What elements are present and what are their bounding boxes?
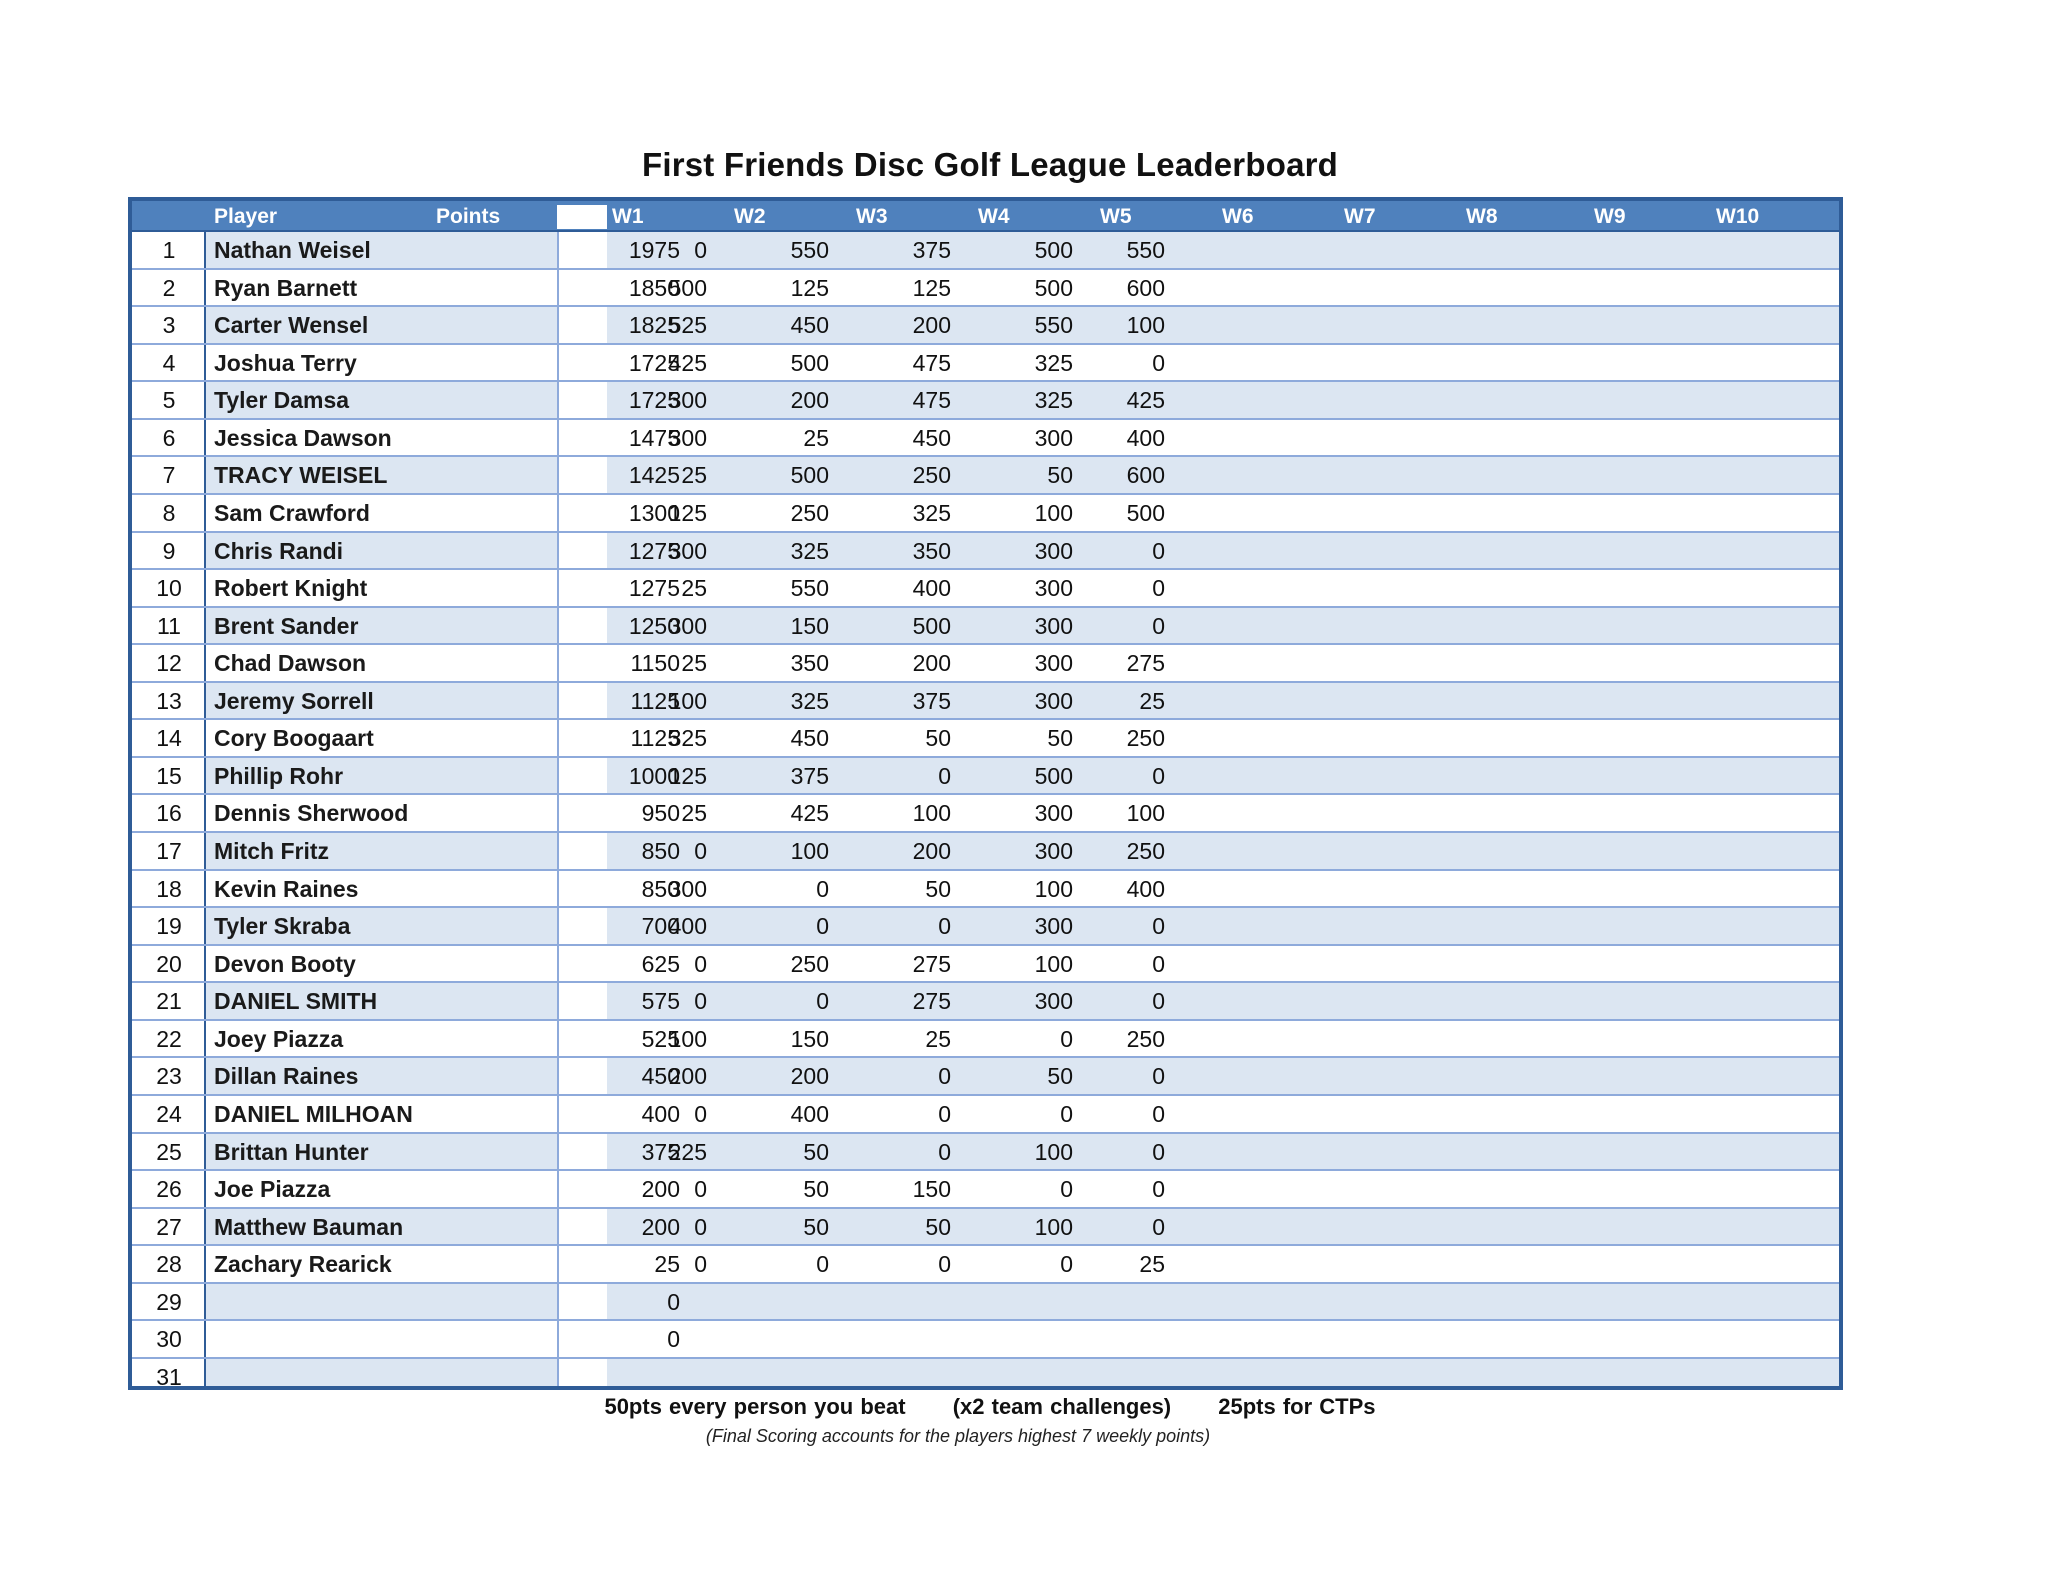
week-5-score: 400 bbox=[1126, 875, 1165, 902]
week-2-score: 150 bbox=[790, 1025, 829, 1052]
rank-cell: 17 bbox=[156, 838, 182, 864]
rank-cell: 11 bbox=[157, 612, 181, 639]
table-row bbox=[132, 570, 1839, 608]
week-3-score: 150 bbox=[912, 1176, 951, 1203]
player-name: Dennis Sherwood bbox=[214, 800, 409, 827]
week-4-score: 550 bbox=[1034, 312, 1073, 339]
scoring-rules bbox=[0, 1394, 1980, 1420]
week-1-score: 500 bbox=[668, 274, 707, 301]
week-1-score: 200 bbox=[668, 1063, 707, 1090]
table-row bbox=[132, 833, 1839, 871]
player-name: Ryan Barnett bbox=[214, 274, 358, 301]
rank-cell: 19 bbox=[156, 913, 182, 940]
points-cell: 1300 bbox=[628, 499, 680, 526]
table-row bbox=[132, 1246, 1839, 1284]
week-5-score: 0 bbox=[1152, 537, 1165, 564]
table-row bbox=[132, 270, 1839, 308]
rank-cell: 29 bbox=[156, 1288, 182, 1315]
week-2-score: 0 bbox=[816, 988, 829, 1015]
week-4-score: 300 bbox=[1034, 424, 1073, 451]
week-4-score: 300 bbox=[1034, 650, 1073, 677]
week-4-score: 300 bbox=[1034, 575, 1073, 602]
week-2-score: 125 bbox=[790, 274, 829, 301]
week-1-score: 0 bbox=[694, 838, 707, 864]
week-3-score: 0 bbox=[938, 762, 951, 789]
week-3-score: 200 bbox=[912, 312, 951, 339]
player-name: Devon Booty bbox=[214, 950, 356, 977]
points-cell: 375 bbox=[641, 1138, 680, 1165]
rank-cell: 28 bbox=[156, 1251, 182, 1278]
points-cell: 850 bbox=[641, 875, 680, 902]
points-cell: 850 bbox=[641, 838, 680, 864]
week-1-score: 300 bbox=[668, 537, 707, 564]
week-5-score: 25 bbox=[1139, 687, 1165, 714]
table-row bbox=[132, 946, 1839, 984]
week-1-score: 300 bbox=[668, 387, 707, 414]
table-row bbox=[132, 495, 1839, 533]
table-row bbox=[132, 1134, 1839, 1172]
rank-cell: 30 bbox=[156, 1326, 182, 1353]
points-cell: 525 bbox=[641, 1025, 680, 1052]
rule-ctp: 25pts for CTPs bbox=[1218, 1394, 1376, 1419]
week-2-score: 500 bbox=[790, 349, 829, 376]
rank-cell: 15 bbox=[156, 762, 182, 789]
week-2-score: 0 bbox=[816, 1251, 829, 1278]
points-cell: 1825 bbox=[628, 312, 680, 339]
player-name bbox=[214, 1359, 474, 1390]
week-2-score: 25 bbox=[803, 424, 829, 451]
week-5-score: 100 bbox=[1126, 800, 1165, 827]
week-1-score: 300 bbox=[668, 424, 707, 451]
week-3-score: 375 bbox=[912, 237, 951, 263]
table-row bbox=[132, 683, 1839, 721]
rank-cell: 16 bbox=[156, 800, 182, 827]
week-3-score: 275 bbox=[912, 950, 951, 977]
rank-cell: 22 bbox=[156, 1025, 182, 1052]
table-row bbox=[132, 1171, 1839, 1209]
table-row bbox=[132, 908, 1839, 946]
table-row bbox=[132, 983, 1839, 1021]
rule-beat: 50pts every person you beat bbox=[604, 1394, 906, 1419]
table-row bbox=[132, 1058, 1839, 1096]
week-2-score: 325 bbox=[790, 537, 829, 564]
rank-cell: 7 bbox=[162, 462, 176, 489]
player-name: DANIEL SMITH bbox=[214, 988, 378, 1015]
rank-cell: 23 bbox=[156, 1063, 182, 1090]
header-week-3: W3 bbox=[856, 205, 888, 228]
rank-cell: 5 bbox=[162, 387, 176, 414]
week-1-score: 525 bbox=[668, 312, 707, 339]
rank-cell: 1 bbox=[162, 237, 176, 263]
rank-cell: 8 bbox=[162, 499, 176, 526]
player-name: Tyler Skraba bbox=[214, 913, 351, 940]
week-3-score: 200 bbox=[912, 650, 951, 677]
week-2-score: 325 bbox=[790, 687, 829, 714]
week-1-score: 0 bbox=[694, 988, 707, 1015]
points-cell: 1475 bbox=[628, 424, 680, 451]
week-3-score: 250 bbox=[912, 462, 951, 489]
table-row bbox=[132, 1209, 1839, 1247]
week-1-score: 25 bbox=[681, 462, 707, 489]
week-3-score: 50 bbox=[925, 725, 951, 752]
week-3-score: 25 bbox=[925, 1025, 951, 1052]
table-body bbox=[132, 232, 1839, 1390]
player-name: DANIEL MILHOAN bbox=[214, 1100, 413, 1127]
table-row bbox=[132, 1284, 1839, 1322]
points-cell: 1975 bbox=[628, 237, 680, 263]
player-name: Dillan Raines bbox=[214, 1063, 359, 1090]
week-1-score: 25 bbox=[681, 575, 707, 602]
week-5-score: 0 bbox=[1152, 1213, 1165, 1240]
week-2-score: 150 bbox=[790, 612, 829, 639]
points-cell: 700 bbox=[641, 913, 680, 940]
week-3-score: 0 bbox=[938, 1138, 951, 1165]
week-3-score: 475 bbox=[912, 387, 951, 414]
table-row bbox=[132, 533, 1839, 571]
page-title: First Friends Disc Golf League Leaderboard bbox=[641, 146, 1339, 183]
player-name: Carter Wensel bbox=[214, 312, 369, 339]
week-2-score: 0 bbox=[816, 913, 829, 940]
header-week-10: W10 bbox=[1716, 205, 1760, 228]
rank-cell: 12 bbox=[156, 650, 182, 677]
week-1-score: 0 bbox=[694, 1213, 707, 1240]
scoring-note: (Final Scoring accounts for the players highest 7 weekly points) bbox=[705, 1426, 1211, 1446]
table-row bbox=[132, 1096, 1839, 1134]
week-2-score: 200 bbox=[790, 1063, 829, 1090]
week-5-score: 25 bbox=[1139, 1251, 1165, 1278]
week-3-score: 350 bbox=[912, 537, 951, 564]
week-1-score: 25 bbox=[681, 650, 707, 677]
week-5-score: 250 bbox=[1126, 838, 1165, 864]
week-4-score: 300 bbox=[1034, 612, 1073, 639]
points-cell: 1125 bbox=[630, 725, 680, 752]
rule-team: (x2 team challenges) bbox=[952, 1394, 1172, 1419]
player-name: TRACY WEISEL bbox=[214, 462, 388, 489]
week-5-score: 0 bbox=[1152, 612, 1165, 639]
rank-cell: 24 bbox=[156, 1100, 182, 1127]
table-row bbox=[132, 382, 1839, 420]
rank-cell: 13 bbox=[156, 687, 182, 714]
week-1-score: 0 bbox=[694, 237, 707, 263]
points-cell: 1725 bbox=[628, 387, 680, 414]
week-5-score: 0 bbox=[1152, 1138, 1165, 1165]
week-1-score: 100 bbox=[668, 1025, 707, 1052]
player-name bbox=[214, 1321, 474, 1356]
week-5-score: 250 bbox=[1126, 1025, 1165, 1052]
table-row bbox=[132, 457, 1839, 495]
week-3-score: 375 bbox=[912, 687, 951, 714]
week-1-score: 300 bbox=[668, 612, 707, 639]
week-4-score: 325 bbox=[1034, 349, 1073, 376]
player-name: Joe Piazza bbox=[214, 1176, 331, 1203]
week-5-score: 0 bbox=[1152, 950, 1165, 977]
week-5-score: 400 bbox=[1126, 424, 1165, 451]
player-name: Brittan Hunter bbox=[214, 1138, 369, 1165]
points-cell: 1125 bbox=[630, 687, 680, 714]
week-5-score: 0 bbox=[1152, 913, 1165, 940]
week-5-score: 0 bbox=[1152, 575, 1165, 602]
points-cell: 1150 bbox=[630, 650, 680, 677]
week-5-score: 600 bbox=[1126, 274, 1165, 301]
week-4-score: 300 bbox=[1034, 687, 1073, 714]
week-3-score: 200 bbox=[912, 838, 951, 864]
week-2-score: 550 bbox=[790, 575, 829, 602]
rank-cell: 10 bbox=[156, 575, 182, 602]
week-3-score: 50 bbox=[925, 1213, 951, 1240]
rank-cell: 18 bbox=[156, 875, 182, 902]
player-name: Cory Boogaart bbox=[214, 725, 374, 752]
week-5-score: 550 bbox=[1126, 237, 1165, 263]
week-4-score: 500 bbox=[1034, 274, 1073, 301]
player-name: Phillip Rohr bbox=[214, 762, 344, 789]
week-1-score: 300 bbox=[668, 875, 707, 902]
table-row bbox=[132, 1021, 1839, 1059]
rank-cell: 3 bbox=[162, 312, 176, 339]
header-week-1: W1 bbox=[612, 205, 644, 228]
points-cell: 1725 bbox=[628, 349, 680, 376]
week-4-score: 50 bbox=[1047, 1063, 1073, 1090]
player-name bbox=[214, 1284, 474, 1319]
week-1-score: 25 bbox=[681, 800, 707, 827]
header-points: Points bbox=[436, 205, 501, 228]
week-1-score: 425 bbox=[668, 349, 707, 376]
week-1-score: 125 bbox=[668, 762, 707, 789]
week-4-score: 50 bbox=[1047, 462, 1073, 489]
week-5-score: 0 bbox=[1152, 1063, 1165, 1090]
week-4-score: 300 bbox=[1034, 988, 1073, 1015]
header-week-5: W5 bbox=[1100, 205, 1132, 228]
player-name: Jessica Dawson bbox=[214, 424, 392, 451]
week-5-score: 425 bbox=[1126, 387, 1165, 414]
player-name: Joey Piazza bbox=[214, 1025, 344, 1052]
week-3-score: 0 bbox=[938, 913, 951, 940]
week-5-score: 0 bbox=[1152, 1176, 1165, 1203]
points-cell: 1000 bbox=[628, 762, 680, 789]
points-cell: 200 bbox=[641, 1176, 680, 1203]
week-2-score: 400 bbox=[790, 1100, 829, 1127]
rank-cell: 2 bbox=[162, 274, 176, 301]
points-cell: 200 bbox=[641, 1213, 680, 1240]
week-5-score: 0 bbox=[1152, 349, 1165, 376]
points-cell: 1425 bbox=[628, 462, 680, 489]
week-3-score: 475 bbox=[912, 349, 951, 376]
week-1-score: 325 bbox=[668, 725, 707, 752]
week-3-score: 125 bbox=[912, 274, 951, 301]
player-name: Joshua Terry bbox=[214, 349, 357, 376]
week-1-score: 225 bbox=[668, 1138, 707, 1165]
player-name: Tyler Damsa bbox=[214, 387, 350, 414]
leaderboard-table bbox=[128, 197, 1843, 1390]
week-3-score: 100 bbox=[912, 800, 951, 827]
points-cell: 450 bbox=[641, 1063, 680, 1090]
week-5-score: 275 bbox=[1126, 650, 1165, 677]
table-row bbox=[132, 758, 1839, 796]
player-name: Brent Sander bbox=[214, 612, 359, 639]
week-5-score: 0 bbox=[1152, 1100, 1165, 1127]
table-row bbox=[132, 871, 1839, 909]
week-3-score: 500 bbox=[912, 612, 951, 639]
rank-cell: 27 bbox=[156, 1213, 182, 1240]
week-4-score: 100 bbox=[1034, 875, 1073, 902]
week-4-score: 0 bbox=[1060, 1251, 1073, 1278]
table-row bbox=[132, 1321, 1839, 1359]
points-cell: 1250 bbox=[628, 612, 680, 639]
week-2-score: 375 bbox=[790, 762, 829, 789]
week-1-score: 0 bbox=[694, 950, 707, 977]
player-name: Sam Crawford bbox=[214, 499, 370, 526]
week-3-score: 400 bbox=[912, 575, 951, 602]
week-2-score: 450 bbox=[790, 312, 829, 339]
week-5-score: 500 bbox=[1126, 499, 1165, 526]
week-3-score: 0 bbox=[938, 1251, 951, 1278]
week-4-score: 300 bbox=[1034, 800, 1073, 827]
week-3-score: 0 bbox=[938, 1063, 951, 1090]
points-cell: 950 bbox=[641, 800, 680, 827]
week-2-score: 550 bbox=[790, 237, 829, 263]
points-cell: 625 bbox=[641, 950, 680, 977]
week-5-score: 0 bbox=[1152, 762, 1165, 789]
header-week-6: W6 bbox=[1222, 205, 1254, 228]
week-4-score: 500 bbox=[1034, 237, 1073, 263]
points-cell: 400 bbox=[641, 1100, 680, 1127]
week-2-score: 450 bbox=[790, 725, 829, 752]
points-cell: 0 bbox=[667, 1288, 680, 1315]
week-1-score: 100 bbox=[668, 687, 707, 714]
week-4-score: 325 bbox=[1034, 387, 1073, 414]
week-1-score: 125 bbox=[668, 499, 707, 526]
player-name: Jeremy Sorrell bbox=[214, 687, 374, 714]
table-row bbox=[132, 1359, 1839, 1390]
table-row bbox=[132, 608, 1839, 646]
player-name: Matthew Bauman bbox=[214, 1213, 404, 1240]
table-row bbox=[132, 345, 1839, 383]
header-week-4: W4 bbox=[978, 205, 1010, 228]
header-spacer bbox=[557, 205, 607, 229]
week-4-score: 300 bbox=[1034, 913, 1073, 940]
table-header bbox=[132, 201, 1839, 232]
table-row bbox=[132, 420, 1839, 458]
points-cell: 25 bbox=[654, 1251, 680, 1278]
week-2-score: 100 bbox=[790, 838, 829, 864]
week-4-score: 0 bbox=[1060, 1025, 1073, 1052]
week-2-score: 350 bbox=[790, 650, 829, 677]
player-name: Mitch Fritz bbox=[214, 838, 329, 864]
points-cell: 1275 bbox=[628, 575, 680, 602]
header-week-7: W7 bbox=[1344, 205, 1376, 228]
points-cell bbox=[472, 1359, 680, 1390]
week-5-score: 600 bbox=[1126, 462, 1165, 489]
week-1-score: 0 bbox=[694, 1100, 707, 1127]
player-name: Kevin Raines bbox=[214, 875, 359, 902]
week-4-score: 300 bbox=[1034, 838, 1073, 864]
week-2-score: 500 bbox=[790, 462, 829, 489]
rank-cell: 4 bbox=[162, 349, 176, 376]
week-4-score: 100 bbox=[1034, 499, 1073, 526]
week-2-score: 250 bbox=[790, 499, 829, 526]
header-week-9: W9 bbox=[1594, 205, 1626, 228]
week-4-score: 0 bbox=[1060, 1176, 1073, 1203]
player-name: Robert Knight bbox=[214, 575, 368, 602]
week-5-score: 250 bbox=[1126, 725, 1165, 752]
points-cell: 0 bbox=[667, 1326, 680, 1353]
player-name: Chris Randi bbox=[214, 537, 344, 564]
week-1-score: 400 bbox=[668, 913, 707, 940]
player-name: Chad Dawson bbox=[214, 650, 367, 677]
week-5-score: 0 bbox=[1152, 988, 1165, 1015]
table-row bbox=[132, 720, 1839, 758]
table-row bbox=[132, 645, 1839, 683]
table-row bbox=[132, 795, 1839, 833]
points-cell: 1275 bbox=[628, 537, 680, 564]
week-4-score: 100 bbox=[1034, 950, 1073, 977]
table-row bbox=[132, 232, 1839, 270]
week-4-score: 0 bbox=[1060, 1100, 1073, 1127]
week-3-score: 450 bbox=[912, 424, 951, 451]
week-1-score: 0 bbox=[694, 1251, 707, 1278]
week-3-score: 325 bbox=[912, 499, 951, 526]
week-4-score: 300 bbox=[1034, 537, 1073, 564]
rank-cell: 6 bbox=[162, 424, 176, 451]
rank-cell: 20 bbox=[156, 950, 182, 977]
week-2-score: 50 bbox=[803, 1213, 829, 1240]
player-name: Zachary Rearick bbox=[214, 1251, 392, 1278]
week-2-score: 50 bbox=[803, 1176, 829, 1203]
week-4-score: 100 bbox=[1034, 1138, 1073, 1165]
week-1-score: 0 bbox=[694, 1176, 707, 1203]
points-cell: 1850 bbox=[628, 274, 680, 301]
week-2-score: 200 bbox=[790, 387, 829, 414]
week-4-score: 500 bbox=[1034, 762, 1073, 789]
header-player: Player bbox=[214, 205, 278, 228]
rank-cell: 26 bbox=[156, 1176, 182, 1203]
week-2-score: 50 bbox=[803, 1138, 829, 1165]
rank-cell: 21 bbox=[156, 988, 182, 1015]
week-3-score: 275 bbox=[912, 988, 951, 1015]
rank-cell: 31 bbox=[156, 1363, 182, 1390]
week-3-score: 50 bbox=[925, 875, 951, 902]
week-2-score: 425 bbox=[790, 800, 829, 827]
table-row bbox=[132, 307, 1839, 345]
rank-cell: 14 bbox=[156, 725, 182, 752]
rank-cell: 25 bbox=[156, 1138, 182, 1165]
header-week-2: W2 bbox=[734, 205, 766, 228]
week-2-score: 250 bbox=[790, 950, 829, 977]
player-name: Nathan Weisel bbox=[214, 237, 371, 263]
week-2-score: 0 bbox=[816, 875, 829, 902]
header-week-8: W8 bbox=[1466, 205, 1498, 228]
week-3-score: 0 bbox=[938, 1100, 951, 1127]
week-4-score: 50 bbox=[1047, 725, 1073, 752]
week-5-score: 100 bbox=[1126, 312, 1165, 339]
week-4-score: 100 bbox=[1034, 1213, 1073, 1240]
rank-cell: 9 bbox=[162, 537, 176, 564]
points-cell: 575 bbox=[641, 988, 680, 1015]
